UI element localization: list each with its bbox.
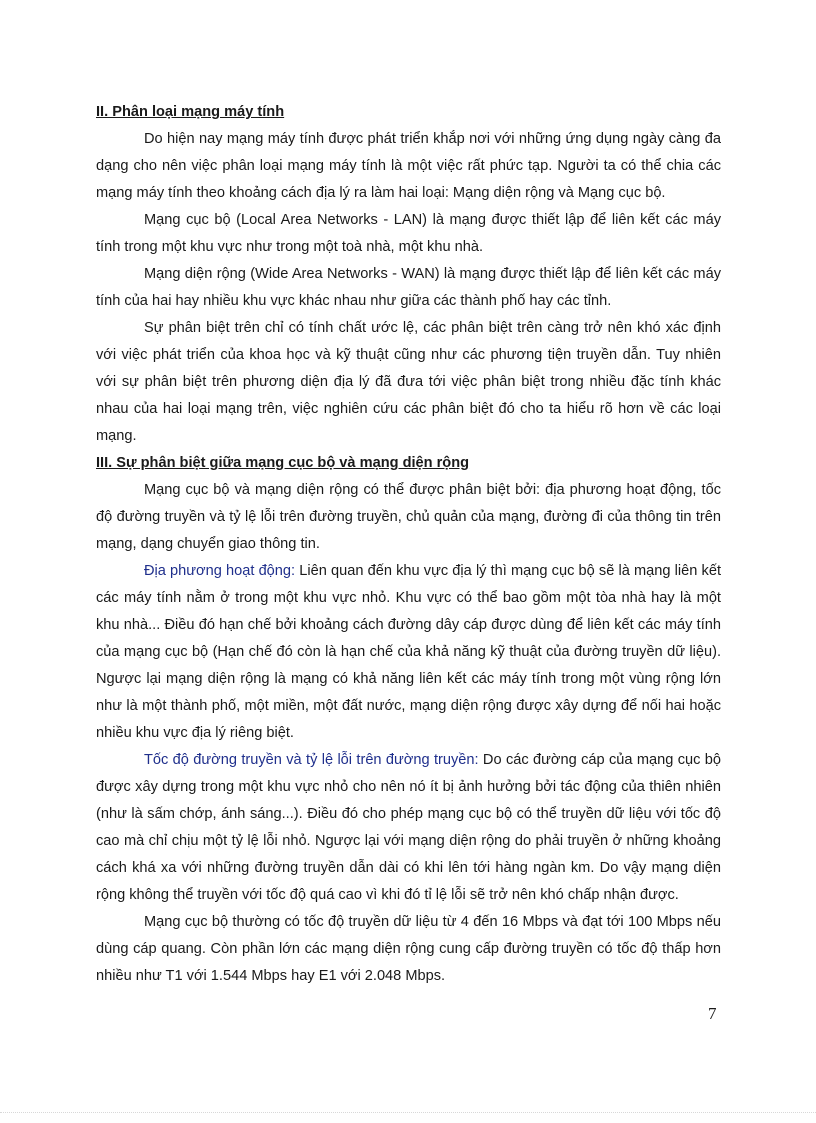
- term-speed-error-rate: Tốc độ đường truyền và tỷ lệ lỗi trên đường truyền:: [144, 752, 479, 768]
- paragraph-distinction-note: Sự phân biệt trên chỉ có tính chất ước lệ, các phân biệt trên càng trở nên khó xác định với việc phát triển của khoa học và kỹ thuật cũng như các phương tiện truyền dẫn. Tuy nhiên với sự phân biệt trên phương diện địa lý đã đưa tới việc phân biệt trong nhiều đặc tính khác nhau của hai loại mạng trên, việc nghiên cứu các phân biệt đó cho ta hiểu rõ hơn về các loại mạng.: [96, 320, 721, 444]
- section-heading-lan-vs-wan: III. Sự phân biệt giữa mạng cục bộ và mạng diện rộng: [96, 455, 470, 471]
- section-heading-classification: II. Phân loại mạng máy tính: [96, 104, 285, 120]
- page-bottom-border: [0, 1112, 816, 1113]
- paragraph-transfer-rates: Mạng cục bộ thường có tốc độ truyền dữ liệu từ 4 đến 16 Mbps và đạt tới 100 Mbps nếu dùng cáp quang. Còn phần lớn các mạng diện rộng cung cấp đường truyền có tốc độ thấp hơn nhiều như T1 với 1.544 Mbps hay E1 với 2.048 Mbps.: [96, 914, 721, 984]
- paragraph-distinction-criteria: Mạng cục bộ và mạng diện rộng có thể được phân biệt bởi: địa phương hoạt động, tốc độ đường truyền và tỷ lệ lỗi trên đường truyền, chủ quản của mạng, đường đi của thông tin trên mạng, dạng chuyển giao thông tin.: [96, 482, 721, 552]
- operating-area-text: Liên quan đến khu vực địa lý thì mạng cục bộ sẽ là mạng liên kết các máy tính nằm ở trong một khu vực nhỏ. Khu vực có thể bao gồm một tòa nhà hay là một khu nhà... Điều đó hạn chế bởi khoảng cách đường dây cáp được dùng để liên kết các máy tính của mạng cục bộ (Hạn chế đó còn là hạn chế của khả năng kỹ thuật của đường truyền dữ liệu). Ngược lại mạng diện rộng là mạng có khả năng liên kết các máy tính trong một vùng rộng lớn như là một thành phố, một miền, một đất nước, mạng diện rộng được xây dựng để nối hai hoặc nhiều khu vực địa lý riêng biệt.: [96, 563, 721, 741]
- page-number: 7: [708, 1004, 717, 1023]
- document-body: [96, 99, 721, 990]
- paragraph-speed-error-rate: [96, 747, 721, 909]
- paragraph-lan-definition: Mạng cục bộ (Local Area Networks - LAN) là mạng được thiết lập để liên kết các máy tính trong một khu vực như trong một toà nhà, một khu nhà.: [96, 212, 721, 255]
- paragraph-classification-intro: Do hiện nay mạng máy tính được phát triển khắp nơi với những ứng dụng ngày càng đa dạng cho nên việc phân loại mạng máy tính là một việc rất phức tạp. Người ta có thể chia các mạng máy tính theo khoảng cách địa lý ra làm hai loại: Mạng diện rộng và Mạng cục bộ.: [96, 131, 721, 201]
- paragraph-wan-definition: Mạng diện rộng (Wide Area Networks - WAN) là mạng được thiết lập để liên kết các máy tính của hai hay nhiều khu vực khác nhau như giữa các thành phố hay các tỉnh.: [96, 266, 721, 309]
- paragraph-operating-area: [96, 558, 721, 747]
- term-operating-area: Địa phương hoạt động:: [144, 563, 296, 579]
- speed-error-rate-text: Do các đường cáp của mạng cục bộ được xây dựng trong một khu vực nhỏ cho nên nó ít bị ảnh hưởng bởi tác động của thiên nhiên (như là sấm chớp, ánh sáng...). Điều đó cho phép mạng cục bộ có thể truyền dữ liệu với tốc độ cao mà chỉ chịu một tỷ lệ lỗi nhỏ. Ngược lại với mạng diện rộng do phải truyền ở những khoảng cách khá xa với những đường truyền dẫn dài có khi lên tới hàng ngàn km. Do vậy mạng diện rộng không thể truyền với tốc độ quá cao vì khi đó tỉ lệ lỗi sẽ trở nên khó chấp nhận được.: [96, 752, 722, 903]
